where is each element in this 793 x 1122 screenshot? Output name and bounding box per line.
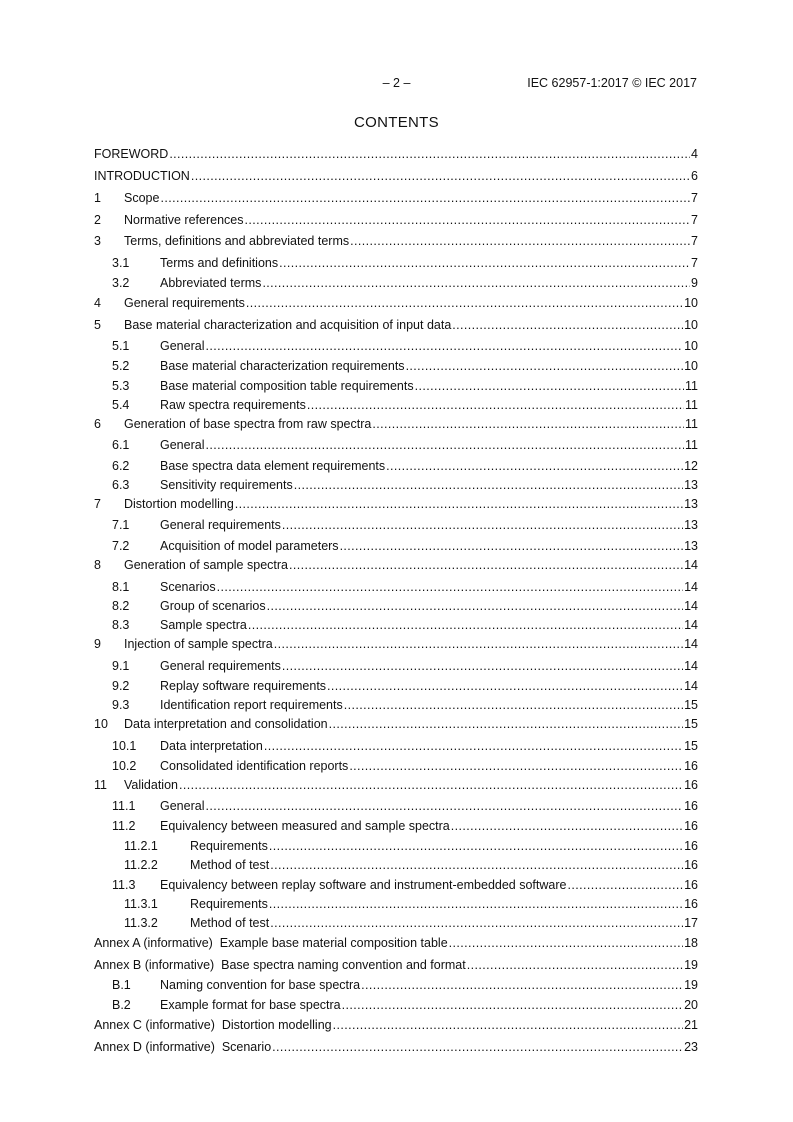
toc-entry-page: 7 <box>691 213 698 227</box>
toc-entry-number: 5.2 <box>112 359 130 373</box>
toc-entry-number: B.1 <box>112 978 131 992</box>
toc-entry-number: 8 <box>94 558 101 572</box>
toc-entry[interactable] <box>94 397 698 413</box>
toc-entry[interactable] <box>94 496 698 512</box>
toc-entry[interactable] <box>94 358 698 374</box>
toc-entry-page: 10 <box>684 359 698 373</box>
dot-leader <box>350 233 690 249</box>
toc-entry-page: 14 <box>684 599 698 613</box>
toc-entry-title: Generation of base spectra from raw spectra <box>124 417 372 431</box>
dot-leader <box>248 617 683 633</box>
toc-entry-number: 6.3 <box>112 478 130 492</box>
toc-entry-page: 14 <box>684 679 698 693</box>
toc-entry-number: 6 <box>94 417 101 431</box>
toc-entry-page: 10 <box>684 339 698 353</box>
toc-entry-number: 8.1 <box>112 580 130 594</box>
toc-entry[interactable] <box>94 190 698 206</box>
toc-entry-title: Example format for base spectra <box>160 998 341 1012</box>
toc-entry-title: Equivalency between measured and sample spectra <box>160 819 450 833</box>
dot-leader <box>567 877 683 893</box>
toc-entry-page: 12 <box>684 459 698 473</box>
toc-entry-page: 10 <box>684 296 698 310</box>
toc-entry-number: 3.2 <box>112 276 130 290</box>
toc-entry-number: 11.2.1 <box>124 839 158 853</box>
toc-entry-page: 13 <box>684 539 698 553</box>
document-reference: IEC 62957-1:2017 © IEC 2017 <box>527 76 697 90</box>
toc-entry-title: Method of test <box>190 916 270 930</box>
toc-entry-title: Normative references <box>124 213 244 227</box>
toc-entry[interactable] <box>94 538 698 554</box>
toc-entry[interactable] <box>94 977 698 993</box>
dot-leader <box>307 397 684 413</box>
toc-entry-page: 16 <box>684 839 698 853</box>
dot-leader <box>205 437 684 453</box>
dot-leader <box>269 838 683 854</box>
toc-entry-title: Equivalency between replay software and instrument-embedded software <box>160 878 567 892</box>
toc-entry-title: Annex B (informative) Base spectra naming convention and format <box>94 958 466 972</box>
dot-leader <box>452 317 683 333</box>
dot-leader <box>294 477 683 493</box>
toc-entry-page: 18 <box>684 936 698 950</box>
dot-leader <box>245 212 691 228</box>
toc-entry[interactable] <box>94 579 698 595</box>
toc-entry[interactable] <box>94 517 698 533</box>
toc-entry-title: General requirements <box>124 296 245 310</box>
toc-entry-title: Raw spectra requirements <box>160 398 306 412</box>
toc-entry-title: General requirements <box>160 659 281 673</box>
toc-entry-page: 4 <box>691 147 698 161</box>
toc-entry[interactable] <box>94 777 698 793</box>
toc-entry-title: INTRODUCTION <box>94 169 190 183</box>
toc-entry-page: 11 <box>685 379 698 393</box>
toc-entry-number: 7.2 <box>112 539 130 553</box>
toc-entry[interactable] <box>94 798 698 814</box>
toc-entry-page: 23 <box>684 1040 698 1054</box>
toc-entry-page: 11 <box>685 398 698 412</box>
toc-entry-number: B.2 <box>112 998 131 1012</box>
toc-entry-number: 7 <box>94 497 101 511</box>
toc-entry-number: 8.2 <box>112 599 130 613</box>
toc-entry-title: Generation of sample spectra <box>124 558 288 572</box>
toc-entry-title: Annex D (informative) Scenario <box>94 1040 272 1054</box>
toc-entry[interactable] <box>94 935 698 951</box>
toc-entry-number: 3 <box>94 234 101 248</box>
toc-entry[interactable] <box>94 168 698 184</box>
toc-entry-title: Data interpretation and consolidation <box>124 717 328 731</box>
page-title: CONTENTS <box>354 114 439 131</box>
toc-entry[interactable] <box>94 255 698 271</box>
toc-entry-page: 14 <box>684 558 698 572</box>
toc-entry-title: General <box>160 339 205 353</box>
toc-entry[interactable] <box>94 338 698 354</box>
toc-entry-number: 11.2 <box>112 819 136 833</box>
toc-entry[interactable] <box>94 818 698 834</box>
toc-entry[interactable] <box>94 838 698 854</box>
toc-entry[interactable] <box>94 557 698 573</box>
toc-entry-page: 13 <box>684 497 698 511</box>
toc-entry-page: 16 <box>684 858 698 872</box>
toc-entry-number: 11.3.1 <box>124 897 158 911</box>
toc-entry[interactable] <box>94 697 698 713</box>
toc-entry-page: 14 <box>684 659 698 673</box>
toc-entry-title: Sensitivity requirements <box>160 478 293 492</box>
toc-entry-page: 6 <box>691 169 698 183</box>
toc-entry-title: Naming convention for base spectra <box>160 978 361 992</box>
page-number: – 2 – <box>382 76 411 90</box>
toc-entry[interactable] <box>94 378 698 394</box>
toc-entry-title: Terms, definitions and abbreviated terms <box>124 234 350 248</box>
toc-entry-page: 16 <box>684 897 698 911</box>
toc-entry-number: 10.2 <box>112 759 137 773</box>
toc-entry[interactable] <box>94 957 698 973</box>
toc-entry-title: Annex C (informative) Distortion modelling <box>94 1018 332 1032</box>
toc-entry-page: 16 <box>684 759 698 773</box>
toc-entry-number: 11.2.2 <box>124 858 158 872</box>
toc-entry-page: 14 <box>684 637 698 651</box>
toc-entry-page: 14 <box>684 580 698 594</box>
dot-leader <box>169 146 690 162</box>
toc-entry-title: FOREWORD <box>94 147 169 161</box>
toc-entry[interactable] <box>94 1017 698 1033</box>
dot-leader <box>279 255 690 271</box>
toc-entry-number: 5.4 <box>112 398 130 412</box>
toc-entry-title: Replay software requirements <box>160 679 327 693</box>
toc-entry[interactable] <box>94 896 698 912</box>
toc-entry-number: 1 <box>94 191 101 205</box>
toc-entry-number: 11.3.2 <box>124 916 158 930</box>
toc-entry-number: 6.2 <box>112 459 130 473</box>
toc-entry[interactable] <box>94 212 698 228</box>
toc-entry-title: Acquisition of model parameters <box>160 539 339 553</box>
dot-leader <box>270 915 683 931</box>
toc-entry-title: General <box>160 799 205 813</box>
toc-entry-page: 13 <box>684 478 698 492</box>
dot-leader <box>333 1017 684 1033</box>
dot-leader <box>272 1039 683 1055</box>
toc-entry-title: Distortion modelling <box>124 497 234 511</box>
toc-entry-page: 17 <box>684 916 698 930</box>
toc-entry-page: 11 <box>685 438 698 452</box>
toc-entry-page: 9 <box>691 276 698 290</box>
toc-entry[interactable] <box>94 738 698 754</box>
toc-entry-page: 7 <box>691 256 698 270</box>
toc-entry-title: Scenarios <box>160 580 216 594</box>
toc-entry-number: 9.1 <box>112 659 130 673</box>
dot-leader <box>327 678 683 694</box>
toc-entry-number: 3.1 <box>112 256 130 270</box>
toc-entry-page: 19 <box>684 958 698 972</box>
toc-entry-title: Consolidated identification reports <box>160 759 349 773</box>
dot-leader <box>386 458 683 474</box>
dot-leader <box>205 338 683 354</box>
toc-entry-page: 16 <box>684 799 698 813</box>
toc-entry-page: 21 <box>684 1018 698 1032</box>
toc-entry-page: 16 <box>684 819 698 833</box>
toc-entry-page: 16 <box>684 878 698 892</box>
toc-entry-title: Base material characterization and acquisition of input data <box>124 318 452 332</box>
toc-entry-number: 5 <box>94 318 101 332</box>
toc-entry[interactable] <box>94 458 698 474</box>
toc-entry-title: Requirements <box>190 839 268 853</box>
toc-entry[interactable] <box>94 477 698 493</box>
toc-entry-number: 11 <box>94 778 107 792</box>
toc-entry-page: 14 <box>684 618 698 632</box>
toc-entry[interactable] <box>94 877 698 893</box>
dot-leader <box>262 275 690 291</box>
toc-entry-number: 2 <box>94 213 101 227</box>
toc-entry-number: 9 <box>94 637 101 651</box>
toc-entry[interactable] <box>94 678 698 694</box>
dot-leader <box>269 896 683 912</box>
toc-entry-number: 4 <box>94 296 101 310</box>
toc-entry[interactable] <box>94 317 698 333</box>
toc-entry[interactable] <box>94 636 698 652</box>
toc-entry-page: 16 <box>684 778 698 792</box>
dot-leader <box>160 190 690 206</box>
toc-entry-page: 20 <box>684 998 698 1012</box>
toc-entry-title: Annex A (informative) Example base material composition table <box>94 936 448 950</box>
dot-leader <box>449 935 683 951</box>
toc-entry[interactable] <box>94 295 698 311</box>
toc-entry-title: General requirements <box>160 518 281 532</box>
dot-leader <box>235 496 683 512</box>
dot-leader <box>340 538 684 554</box>
toc-entry-number: 9.3 <box>112 698 130 712</box>
toc-entry-title: Identification report requirements <box>160 698 343 712</box>
dot-leader <box>349 758 683 774</box>
dot-leader <box>342 997 683 1013</box>
toc-entry-title: Method of test <box>190 858 270 872</box>
dot-leader <box>267 598 683 614</box>
dot-leader <box>274 636 683 652</box>
dot-leader <box>179 777 683 793</box>
toc-entry-title: Base spectra data element requirements <box>160 459 386 473</box>
toc-entry-number: 10.1 <box>112 739 137 753</box>
dot-leader <box>329 716 683 732</box>
toc-entry-title: Scope <box>124 191 160 205</box>
toc-entry[interactable] <box>94 758 698 774</box>
toc-entry[interactable] <box>94 716 698 732</box>
dot-leader <box>415 378 684 394</box>
toc-entry-number: 9.2 <box>112 679 130 693</box>
toc-entry-page: 15 <box>684 698 698 712</box>
toc-entry[interactable] <box>94 857 698 873</box>
toc-entry-page: 19 <box>684 978 698 992</box>
dot-leader <box>451 818 683 834</box>
toc-entry[interactable] <box>94 146 698 162</box>
toc-entry[interactable] <box>94 275 698 291</box>
toc-entry-title: Base material characterization requirements <box>160 359 405 373</box>
toc-entry[interactable] <box>94 915 698 931</box>
toc-entry-page: 15 <box>684 717 698 731</box>
toc-entry[interactable] <box>94 416 698 432</box>
toc-entry-number: 8.3 <box>112 618 130 632</box>
toc-entry[interactable] <box>94 997 698 1013</box>
toc-entry-title: Injection of sample spectra <box>124 637 273 651</box>
toc-entry-title: Group of scenarios <box>160 599 266 613</box>
dot-leader <box>406 358 684 374</box>
dot-leader <box>270 857 683 873</box>
dot-leader <box>205 798 683 814</box>
toc-entry-page: 7 <box>691 191 698 205</box>
toc-entry-number: 6.1 <box>112 438 130 452</box>
toc-entry-page: 13 <box>684 518 698 532</box>
toc-entry-title: Data interpretation <box>160 739 263 753</box>
toc-entry-title: Base material composition table requirements <box>160 379 414 393</box>
dot-leader <box>361 977 683 993</box>
dot-leader <box>372 416 684 432</box>
toc-entry-title: Requirements <box>190 897 268 911</box>
toc-entry-title: Validation <box>124 778 178 792</box>
toc-entry-page: 11 <box>685 417 698 431</box>
dot-leader <box>282 517 683 533</box>
dot-leader <box>191 168 690 184</box>
dot-leader <box>246 295 683 311</box>
toc-entry-number: 7.1 <box>112 518 130 532</box>
toc-entry-number: 5.3 <box>112 379 130 393</box>
toc-entry-number: 10 <box>94 717 108 731</box>
toc-entry[interactable] <box>94 437 698 453</box>
dot-leader <box>264 738 683 754</box>
dot-leader <box>217 579 684 595</box>
toc-entry-title: Terms and definitions <box>160 256 279 270</box>
toc-entry-page: 10 <box>684 318 698 332</box>
dot-leader <box>467 957 683 973</box>
toc-entry[interactable] <box>94 658 698 674</box>
toc-entry-number: 11.3 <box>112 878 136 892</box>
toc-entry[interactable] <box>94 598 698 614</box>
toc-entry-title: General <box>160 438 205 452</box>
toc-entry[interactable] <box>94 617 698 633</box>
toc-entry-page: 7 <box>691 234 698 248</box>
dot-leader <box>282 658 683 674</box>
toc-entry-title: Sample spectra <box>160 618 247 632</box>
toc-entry-number: 5.1 <box>112 339 130 353</box>
toc-entry[interactable] <box>94 1039 698 1055</box>
toc-entry-title: Abbreviated terms <box>160 276 262 290</box>
toc-entry[interactable] <box>94 233 698 249</box>
dot-leader <box>289 557 683 573</box>
toc-entry-page: 15 <box>684 739 698 753</box>
dot-leader <box>344 697 683 713</box>
toc-entry-number: 11.1 <box>112 799 136 813</box>
